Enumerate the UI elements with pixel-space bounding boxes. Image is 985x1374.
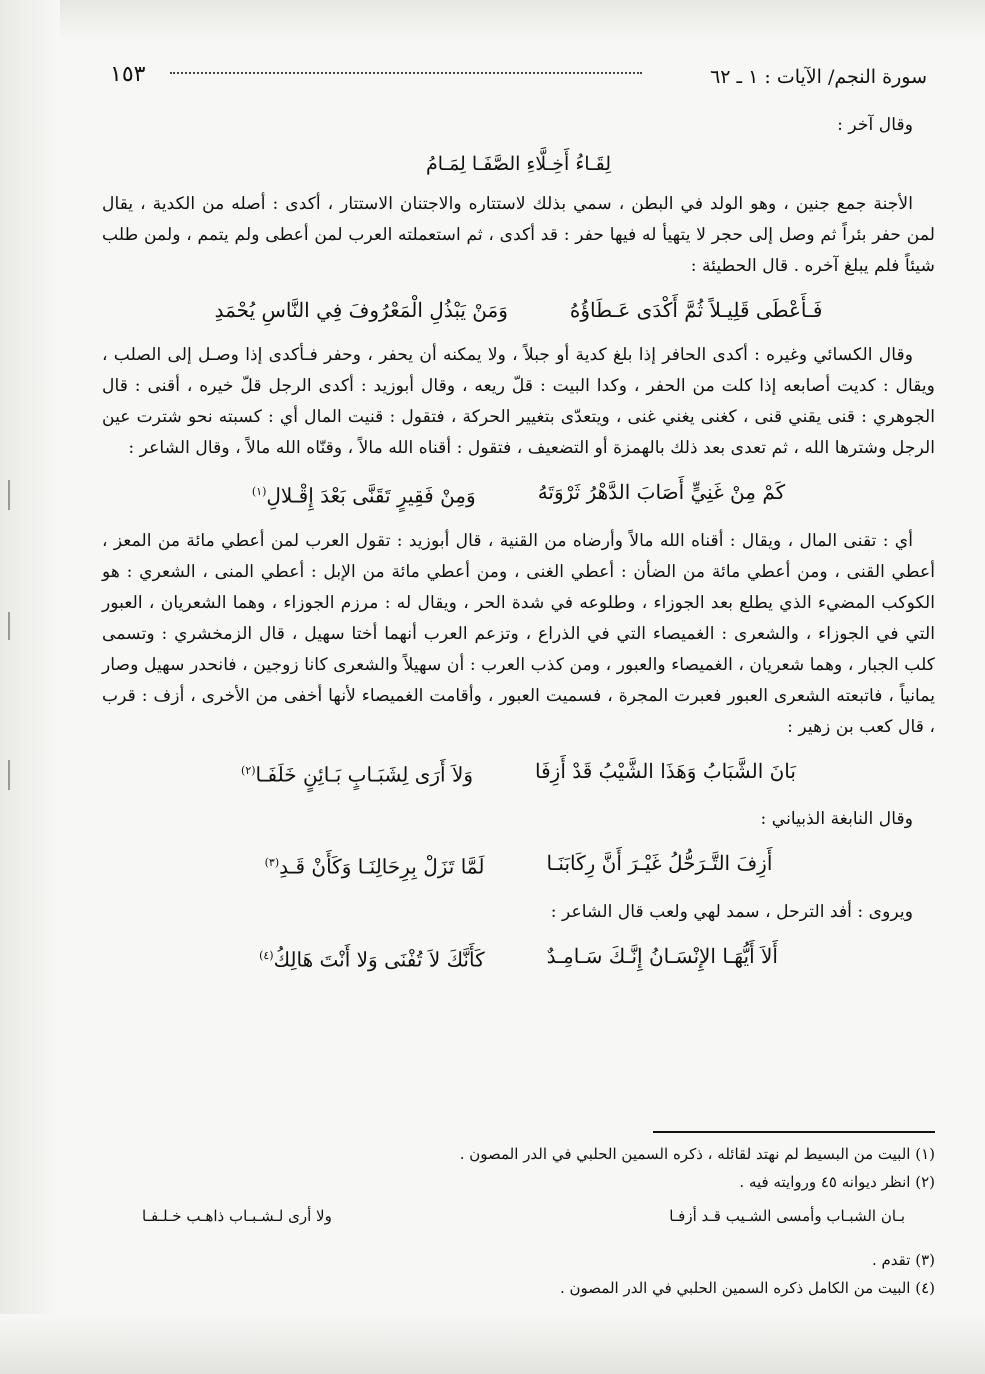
verse-left-text: كَأَنَّكَ لاَ تُفْنَى وَلا أَنْتَ هَالِكُ bbox=[273, 947, 485, 972]
main-text bbox=[102, 110, 935, 990]
footnotes bbox=[102, 1140, 935, 1302]
margin-mark bbox=[8, 480, 10, 510]
verse-left bbox=[259, 938, 485, 978]
page-number: ١٥٣ bbox=[110, 62, 146, 87]
paragraph: الأجنة جمع جنين ، وهو الولد في البطن ، سمي بذلك لاستتاره والاجتنان الاستتار ، أكدى : أصله من الكدية ، يقال لمن حفر بئراً ثم وصل إلى حجر لا يتهيأ له فيها حفر : قد أكدى ، ثم استعملته العرب لمن أعطى ولم يتمم ، ولمن طلب شيئاً فلم يبلغ آخره . قال الحطيئة : bbox=[102, 194, 935, 276]
header-title: سورة النجم/ الآيات : ١ ـ ٦٢ bbox=[710, 66, 927, 88]
intro-line: وقال آخر : bbox=[837, 115, 913, 135]
footnote-ref: (٢) bbox=[241, 763, 256, 777]
scan-shadow-bottom bbox=[0, 1314, 985, 1374]
verse-left bbox=[265, 845, 485, 885]
paragraph: أي : تقنى المال ، ويقال : أقناه الله مالاً وأرضاه من القنية ، قال أبوزيد : تقول العرب لمن أعطي مائة من المعز ، أعطي القنى ، ومن أعطي مائة من الضأن : أعطي الغنى ، ومن أعطي مائة من الإبل : أعطي المنى ، الشعري : هو الكوكب المضيء الذي يطلع بعد الجوزاء ، وطلوعه في شدة الحر ، ويقال له : مرزم الجوزاء ، وهما الشعريان ، العبور التي في الجوزاء ، والشعرى : الغميصاء التي في الذراع ، وتزعم العرب أنهما أختا سهيل ، قال الزمخشري : وتسمى كلب الجبار ، وهما شعريان ، الغميصاء والعبور ، ومن كذب العرب : أن سهيلاً والشعرى كانا زوجين ، فانحدر سهيل وصار يمانياً ، فاتبعته الشعرى العبور فعبرت المجرة ، فسميت العبور ، وأقامت الغميصاء لأنها أخفى من الأخرى ، أزف : قرب ، قال كعب بن زهير : bbox=[102, 530, 935, 737]
footnote-rule bbox=[653, 1131, 935, 1133]
verse-left: وَمَنْ يَبْذُلِ الْمَعْرُوفَ فِي النَّاسِ يُحْمَدِ bbox=[214, 298, 508, 322]
verse-right: أَزِفَ التَّـرَحُّلُ غَيْـرَ أَنَّ رِكَابَنَـا bbox=[546, 851, 773, 876]
header-leader-dots bbox=[170, 72, 642, 74]
verse-line bbox=[102, 292, 935, 328]
scan-shadow-left bbox=[0, 0, 60, 1374]
verse-right: كَمْ مِنْ غَنِيٍّ أَصَابَ الدَّهْرُ ثَرْوَتَهُ bbox=[537, 480, 786, 504]
hemistich: لِقَـاءُ أَخِـلَّاءِ الصَّفَـا لِمَـامُ bbox=[425, 153, 612, 175]
verse-line bbox=[102, 845, 935, 885]
paragraph: وقال الكسائي وغيره : أكدى الحافر إذا بلغ كدية أو جبلاً ، ولا يمكنه أن يحفر ، وحفر فـأكدى إذا وصـل إلى الصلب ، ويقال : كديت أصابعه إذا كلت من الحفر ، وكدا البيت : قلّ ريعه ، وقال أبوزيد : أكدى الرجل قلّ خيره ، أقنى : قال الجوهري : قنى يقني قنى ، كغنى يغني غنى ، ويتعدّى بتغيير الحركة ، فتقول : قنيت المال أي : كسبته نحو شترت عين الرجل وشترها الله ، ثم تعدى بعد ذلك بالهمزة أو التضعيف ، فتقول : أقناه الله مالاً ، وقنّاه الله مالاً ، وقال الشاعر : bbox=[102, 345, 935, 458]
footnote-2: (٢) انظر ديوانه ٤٥ وروايته فيه . bbox=[739, 1173, 935, 1191]
verse-left bbox=[252, 474, 476, 514]
scan-shadow-top bbox=[0, 0, 985, 40]
footnote-1: (١) البيت من البسيط لم نهتد لقائله ، ذكره السمين الحلبي في الدر المصون . bbox=[459, 1145, 935, 1163]
footnote-3: (٣) تقدم . bbox=[871, 1251, 935, 1269]
verse-line bbox=[102, 753, 935, 793]
verse-line bbox=[102, 474, 935, 514]
footnote-ref: (٣) bbox=[264, 856, 280, 870]
verse-right: بَانَ الشَّبَابُ وَهَذَا الشَّيْبُ قَدْ أَزِفَا bbox=[535, 758, 796, 783]
verse-right: فَـأَعْطَى قَلِيـلاً ثُمَّ أَكْدَى عَـطَاؤُهُ bbox=[569, 298, 823, 322]
footnote-4: (٤) البيت من الكامل ذكره السمين الحلبي في الدر المصون . bbox=[560, 1279, 935, 1297]
verse-left-text: لَمَّا تَزَلْ بِرِحَالِنَـا وَكَأَنْ قَـدِ bbox=[279, 854, 485, 879]
footnote-ref: (٤) bbox=[259, 948, 274, 962]
footnote-verse-right: بـان الشبـاب وأمسى الشـيب قـد أزفـا bbox=[669, 1207, 905, 1225]
footnote-ref: (١) bbox=[251, 485, 267, 498]
verse-left-text: وَلاَ أَرَى لِشَبَـابٍ بَـائِنٍ خَلَفَـا bbox=[255, 762, 474, 787]
footnote-verse-left: ولا أرى لـشـبـاب ذاهـب خـلـفـا bbox=[142, 1207, 332, 1225]
running-header bbox=[110, 58, 927, 92]
footnote-verse bbox=[102, 1202, 935, 1230]
intro-line: وقال النابغة الذبياني : bbox=[760, 809, 913, 830]
verse-left-text: وَمِنْ فَقِيرٍ تَقَنَّى بَعْدَ إِقْـلالِ bbox=[266, 483, 476, 508]
margin-mark bbox=[8, 612, 10, 640]
verse-line bbox=[102, 938, 935, 978]
verse-left bbox=[241, 753, 473, 793]
verse-right: أَلاَ أَيُّهَـا الإِنْسَـانُ إِنَّـكَ سَـامِـدٌ bbox=[546, 943, 778, 968]
intro-line: ويروى : أفد الترحل ، سمد لهي ولعب قال الشاعر : bbox=[550, 901, 913, 922]
margin-mark bbox=[8, 760, 10, 790]
